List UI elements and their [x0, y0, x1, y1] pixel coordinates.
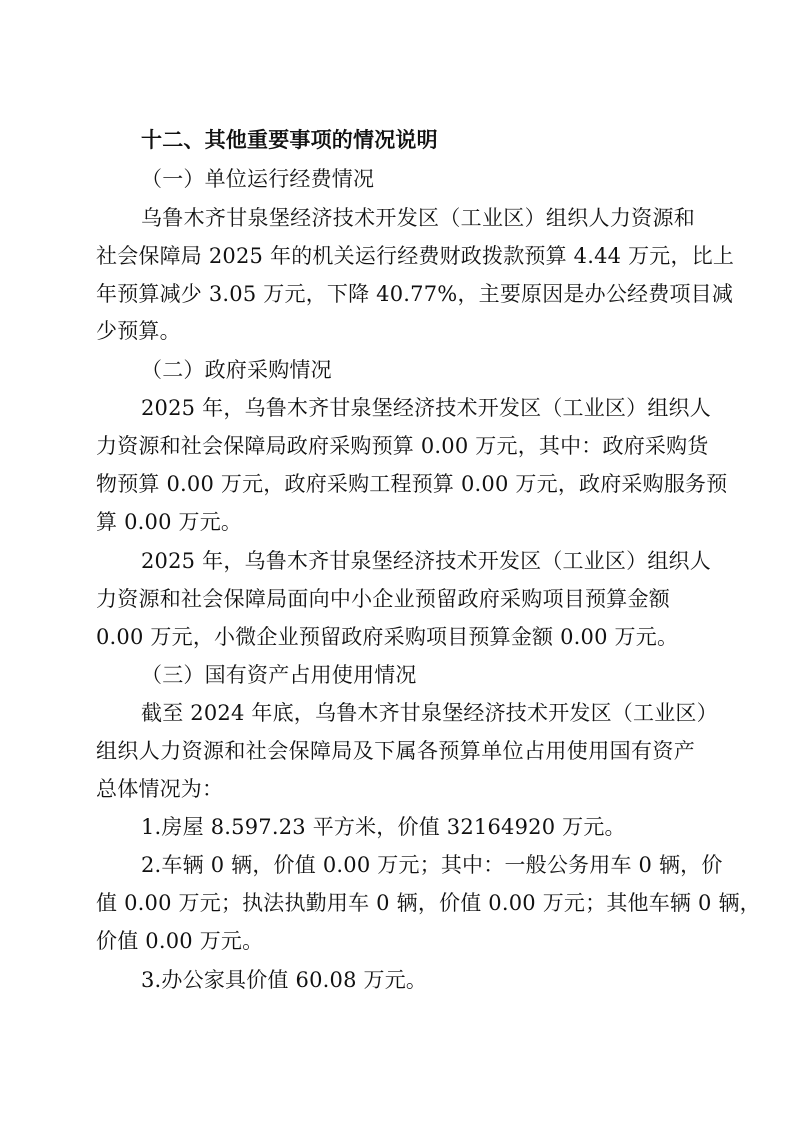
section-title: 十二、其他重要事项的情况说明: [141, 128, 438, 152]
subsection-heading-1: （一）单位运行经费情况: [141, 167, 375, 191]
paragraph-line: 少预算。: [96, 319, 181, 343]
paragraph-line: 力资源和社会保障局政府采购预算 0.00 万元，其中：政府采购货: [96, 434, 709, 458]
paragraph-line: 算 0.00 万元。: [96, 510, 243, 534]
paragraph-line: 截至 2024 年底，乌鲁木齐甘泉堡经济技术开发区（工业区）: [141, 701, 718, 725]
paragraph-line: 总体情况为：: [96, 777, 224, 801]
paragraph-line: 0.00 万元，小微企业预留政府采购项目预算金额 0.00 万元。: [96, 625, 679, 649]
paragraph-line: 2025 年，乌鲁木齐甘泉堡经济技术开发区（工业区）组织人: [141, 549, 711, 573]
paragraph-line: 乌鲁木齐甘泉堡经济技术开发区（工业区）组织人力资源和: [141, 206, 695, 230]
subsection-heading-3: （三）国有资产占用使用情况: [141, 663, 417, 687]
asset-item-1: 1.房屋 8.597.23 平方米，价值 32164920 万元。: [141, 815, 626, 839]
asset-item-2: 2.车辆 0 辆，价值 0.00 万元；其中：一般公务用车 0 辆，价: [141, 853, 723, 877]
paragraph-line: 社会保障局 2025 年的机关运行经费财政拨款预算 4.44 万元，比上: [96, 244, 735, 268]
paragraph-line: 组织人力资源和社会保障局及下属各预算单位占用使用国有资产: [96, 739, 695, 763]
subsection-heading-2: （二）政府采购情况: [141, 358, 332, 382]
asset-item-3: 3.办公家具价值 60.08 万元。: [141, 968, 428, 992]
paragraph-line: 值 0.00 万元；执法执勤用车 0 辆，价值 0.00 万元；其他车辆 0 辆，: [96, 891, 761, 915]
paragraph-line: 物预算 0.00 万元，政府采购工程预算 0.00 万元，政府采购服务预: [96, 472, 728, 496]
paragraph-line: 力资源和社会保障局面向中小企业预留政府采购项目预算金额: [96, 587, 670, 611]
paragraph-line: 2025 年，乌鲁木齐甘泉堡经济技术开发区（工业区）组织人: [141, 396, 711, 420]
paragraph-line: 价值 0.00 万元。: [96, 929, 264, 953]
paragraph-line: 年预算减少 3.05 万元，下降 40.77%，主要原因是办公经费项目减: [96, 282, 734, 306]
